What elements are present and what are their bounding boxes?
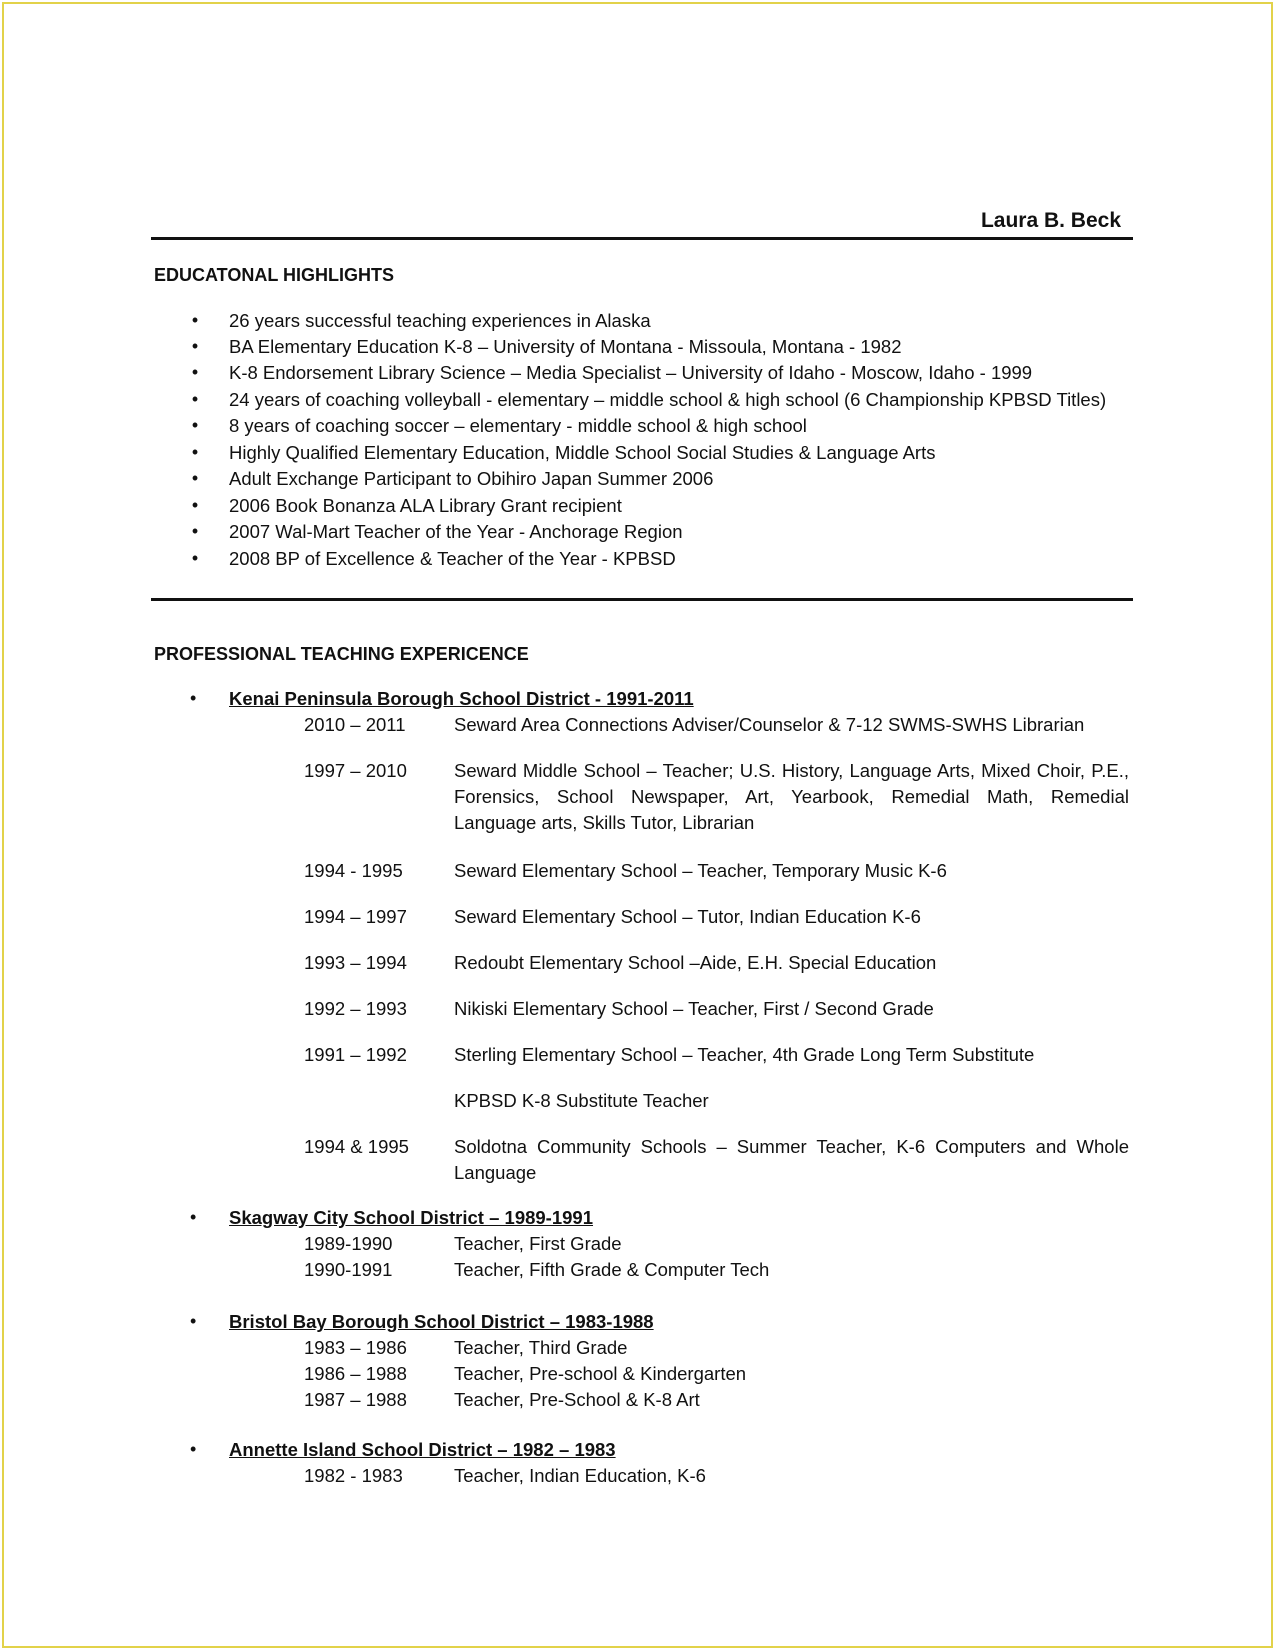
entry-role: Teacher, Fifth Grade & Computer Tech xyxy=(454,1259,770,1280)
entry-role: Seward Area Connections Adviser/Counselor & 7-12 SWMS-SWHS Librarian xyxy=(454,714,1085,735)
entry-role: Teacher, Pre-school & Kindergarten xyxy=(454,1363,747,1384)
district-heading: Bristol Bay Borough School District – 1983-1988 xyxy=(229,1311,654,1332)
bullet-icon: • xyxy=(191,468,199,488)
bullet-icon: • xyxy=(190,1311,197,1331)
entry-period: 1992 – 1993 xyxy=(304,998,407,1019)
bullet-icon: • xyxy=(191,310,199,330)
entry-role: KPBSD K-8 Substitute Teacher xyxy=(454,1090,709,1111)
resume-page: Laura B. Beck EDUCATONAL HIGHLIGHTS • 26 years successful teaching experiences in Alaska • BA Elementary Education K-8 – University of Montana - Missoula, Montana - 1982 • K-8 Endorsement Library Science – Media Specialist – University of Idaho - Moscow, Idaho - 1999 • 24 years of coaching volleyball - elementary – middle school & high school (6 Championship KPBSD Titles) • 8 years of coaching soccer – elementary - middle school & high school • Highly Qualified Elementary Education, Middle School Social Studies & Language Arts • Adult Exchange Participant to Obihiro Japan Summer 2006 • 2006 Book Bonanza ALA Library Grant recipient • 2007 Wal-Mart Teacher of the Year - Anchorage Region • 2008 BP of Excellence & Teacher of the Year - KPBSD PROFESSIONAL TEACHING EXPERICENCE • Kenai Peninsula Borough School District - 1991-2011 2010 – 2011 Seward Area Connections Adviser/Counselor & 7-12 SWMS-SWHS Librarian 1997 – 2010 Seward Middle School – Teacher; U.S. History, Language Arts, Mixed Choir, P.E., Forensics, School Newspaper, Art, Yearbook, Remedial Math, Remedial Language arts, Skills Tutor, Librarian 1994 - 1995 Seward Elementary School – Teacher, Temporary Music K-6 1994 – 1997 Seward Elementary School – Tutor, Indian Education K-6 1993 – 1994 Redoubt Elementary School –Aide, E.H. Special Education 1992 – 1993 Nikiski Elementary School – Teacher, First / Second Grade 1991 – 1992 Sterling Elementary School – Teacher, 4th Grade Long Term Substitute KPBSD K-8 Substitute Teacher 1994 & 1995 Soldotna Community Schools – Summer Teacher, K-6 Computers and Whole Language • Skagway City School District – 1989-1991 1989-1990 Teacher, First Grade 1990-1991 Teacher, Fifth Grade & Computer Tech • Bristol Bay Borough School District – 1983-1988 1983 – 1986 Teacher, Third Grade 1986 – 1988 Teacher, Pre-school & Kindergarten 1987 – 1988 Teacher, Pre-School & K-8 Art • Annette Island School District – 1982 – 1983 1982 - 1983 Teacher, Indian Education, K-6 xyxy=(2,2,1273,1648)
bullet-icon: • xyxy=(191,415,199,435)
entry-period: 1990-1991 xyxy=(304,1259,393,1280)
entry-period: 1994 - 1995 xyxy=(304,860,403,881)
entry-role: Seward Elementary School – Tutor, Indian Education K-6 xyxy=(454,906,921,927)
header-divider xyxy=(151,237,1133,240)
entry-role: Seward Elementary School – Teacher, Temporary Music K-6 xyxy=(454,860,947,881)
entry-period: 1991 – 1992 xyxy=(304,1044,407,1065)
section-divider xyxy=(151,598,1133,601)
district-heading: Kenai Peninsula Borough School District - 1991-2011 xyxy=(229,688,694,709)
educational-highlights-title: EDUCATONAL HIGHLIGHTS xyxy=(154,265,395,285)
resume-name: Laura B. Beck xyxy=(980,209,1121,232)
bullet-icon: • xyxy=(191,521,199,541)
bullet-icon: • xyxy=(190,1439,197,1459)
entry-role: Teacher, Indian Education, K-6 xyxy=(454,1465,706,1486)
entry-role: Soldotna Community Schools – Summer Teacher, K-6 Computers and Whole Language xyxy=(454,1136,1129,1183)
bullet-icon: • xyxy=(191,336,199,356)
entry-period: 1994 – 1997 xyxy=(304,906,407,927)
entry-period: 1982 - 1983 xyxy=(304,1465,403,1486)
entry-role: Teacher, Third Grade xyxy=(454,1337,628,1358)
entry-role: Sterling Elementary School – Teacher, 4th Grade Long Term Substitute xyxy=(454,1044,1035,1065)
entry-period: 1997 – 2010 xyxy=(304,760,407,781)
entry-period: 1993 – 1994 xyxy=(304,952,407,973)
district-heading: Skagway City School District – 1989-1991 xyxy=(229,1207,594,1228)
experience-title: PROFESSIONAL TEACHING EXPERICENCE xyxy=(154,644,529,664)
entry-period: 1989-1990 xyxy=(304,1233,393,1254)
bullet-icon: • xyxy=(191,362,199,382)
entry-period: 1983 – 1986 xyxy=(304,1337,407,1358)
entry-role: Teacher, Pre-School & K-8 Art xyxy=(454,1389,700,1410)
bullet-icon: • xyxy=(191,548,199,568)
entry-role: Teacher, First Grade xyxy=(454,1233,622,1254)
bullet-icon: • xyxy=(191,495,199,515)
district-heading: Annette Island School District – 1982 – 1983 xyxy=(229,1439,616,1460)
entry-period: 1987 – 1988 xyxy=(304,1389,407,1410)
bullet-icon: • xyxy=(191,442,199,462)
entry-period: 1994 & 1995 xyxy=(304,1136,409,1157)
entry-period: 2010 – 2011 xyxy=(304,714,406,735)
entry-period: 1986 – 1988 xyxy=(304,1363,407,1384)
entry-role: Redoubt Elementary School –Aide, E.H. Special Education xyxy=(454,952,937,973)
bullet-icon: • xyxy=(190,688,197,708)
bullet-icon: • xyxy=(191,389,199,409)
bullet-icon: • xyxy=(190,1207,197,1227)
entry-role: Nikiski Elementary School – Teacher, First / Second Grade xyxy=(454,998,934,1019)
entry-role: Seward Middle School – Teacher; U.S. History, Language Arts, Mixed Choir, P.E., Forensics, School Newspaper, Art, Yearbook, Remedial Math, Remedial Language arts, Skills Tutor, Librarian xyxy=(454,760,1129,833)
